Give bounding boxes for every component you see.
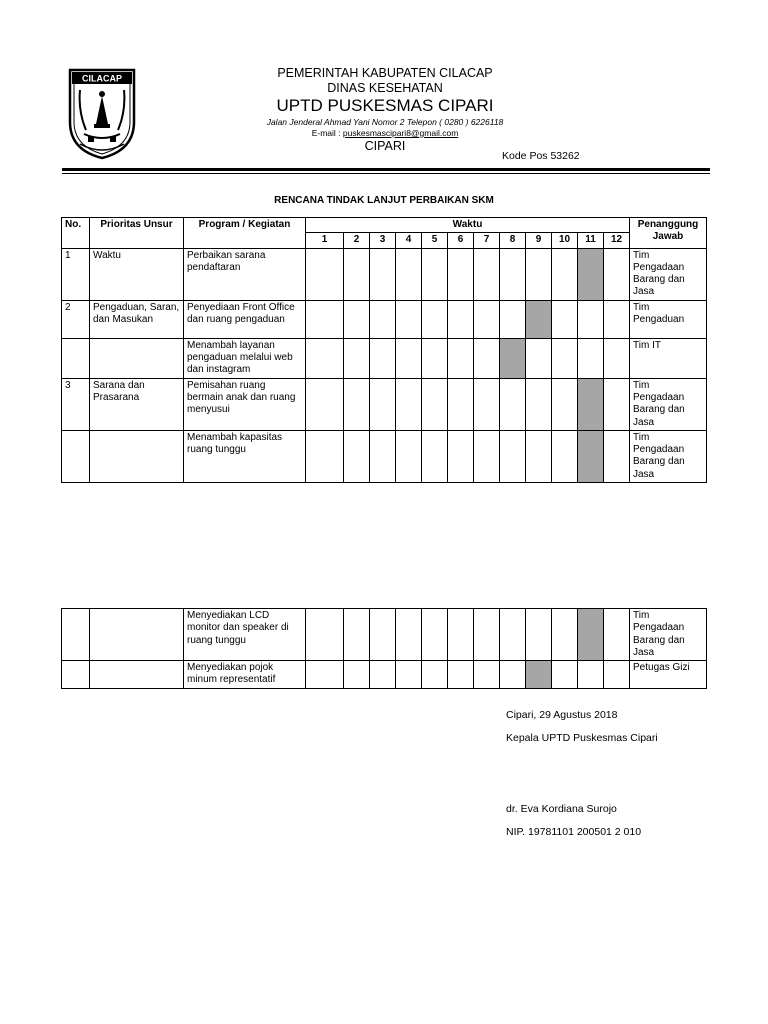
cell-no — [62, 430, 90, 482]
schedule-cell — [604, 338, 630, 378]
schedule-cell — [604, 378, 630, 430]
schedule-cell — [448, 338, 474, 378]
schedule-cell — [500, 661, 526, 689]
schedule-cell — [306, 300, 344, 338]
table-row — [62, 338, 707, 378]
schedule-cell — [370, 661, 396, 689]
cell-penanggung-jawab: Tim Pengadaan Barang dan Jasa — [630, 609, 707, 661]
cell-prioritas — [90, 609, 184, 661]
header-program: Program / Kegiatan — [184, 218, 306, 249]
table-body — [62, 248, 707, 482]
table-row — [62, 378, 707, 430]
schedule-cell — [370, 338, 396, 378]
month-header-2: 2 — [344, 233, 370, 248]
action-plan-table-continued — [61, 608, 707, 689]
schedule-cell — [306, 609, 344, 661]
city-line: CIPARI — [364, 139, 406, 153]
header-penanggung-jawab: Penanggung Jawab — [630, 218, 707, 249]
schedule-cell-active — [578, 430, 604, 482]
email-line — [180, 128, 590, 139]
letterhead — [180, 66, 590, 154]
schedule-cell — [604, 248, 630, 300]
table-row — [62, 661, 707, 689]
schedule-cell-active — [578, 609, 604, 661]
cell-no — [62, 338, 90, 378]
document-title: RENCANA TINDAK LANJUT PERBAIKAN SKM — [274, 195, 494, 206]
schedule-cell — [396, 338, 422, 378]
schedule-cell — [552, 430, 578, 482]
schedule-cell — [344, 430, 370, 482]
schedule-cell — [370, 378, 396, 430]
cell-prioritas — [90, 338, 184, 378]
schedule-cell — [552, 609, 578, 661]
email-label: E-mail : — [311, 128, 343, 138]
action-plan-table — [61, 217, 707, 483]
schedule-cell — [306, 248, 344, 300]
schedule-cell — [526, 430, 552, 482]
schedule-cell — [448, 430, 474, 482]
cell-program: Perbaikan sarana pendaftaran — [184, 248, 306, 300]
schedule-cell — [370, 609, 396, 661]
schedule-cell — [474, 300, 500, 338]
cell-penanggung-jawab: Tim Pengadaan Barang dan Jasa — [630, 378, 707, 430]
schedule-cell — [604, 300, 630, 338]
postal-code: Kode Pos 53262 — [502, 150, 580, 162]
logo-text: CILACAP — [82, 73, 122, 84]
schedule-cell — [500, 609, 526, 661]
schedule-cell — [422, 609, 448, 661]
place-date: Cipari, 29 Agustus 2018 — [506, 709, 618, 721]
month-header-3: 3 — [370, 233, 396, 248]
cell-penanggung-jawab: Petugas Gizi — [630, 661, 707, 689]
schedule-cell — [474, 430, 500, 482]
month-header-9: 9 — [526, 233, 552, 248]
schedule-cell — [474, 378, 500, 430]
month-header-6: 6 — [448, 233, 474, 248]
schedule-cell — [306, 661, 344, 689]
schedule-cell — [526, 378, 552, 430]
schedule-cell — [370, 248, 396, 300]
schedule-cell — [552, 661, 578, 689]
schedule-cell — [500, 300, 526, 338]
schedule-cell — [396, 378, 422, 430]
schedule-cell — [448, 378, 474, 430]
cell-prioritas — [90, 430, 184, 482]
schedule-cell — [526, 248, 552, 300]
address-line: Jalan Jenderal Ahmad Yani Nomor 2 Telepon ( 0280 ) 6226118 — [266, 117, 504, 127]
schedule-cell — [552, 338, 578, 378]
header-waktu: Waktu — [306, 218, 630, 233]
cell-program: Menyediakan pojok minum representatif — [184, 661, 306, 689]
cell-penanggung-jawab: Tim Pengadaan Barang dan Jasa — [630, 430, 707, 482]
cell-prioritas: Sarana dan Prasarana — [90, 378, 184, 430]
schedule-cell — [474, 609, 500, 661]
cell-program: Penyediaan Front Office dan ruang pengaduan — [184, 300, 306, 338]
schedule-cell — [578, 300, 604, 338]
schedule-cell — [578, 338, 604, 378]
signer-name: dr. Eva Kordiana Surojo — [506, 803, 617, 815]
schedule-cell — [422, 248, 448, 300]
cell-prioritas: Waktu — [90, 248, 184, 300]
schedule-cell — [370, 430, 396, 482]
schedule-cell — [344, 300, 370, 338]
cell-no: 2 — [62, 300, 90, 338]
cell-program: Menambah kapasitas ruang tunggu — [184, 430, 306, 482]
header-rule-thin — [62, 173, 710, 174]
schedule-cell — [474, 338, 500, 378]
schedule-cell — [474, 248, 500, 300]
schedule-cell — [448, 609, 474, 661]
header-rule — [62, 168, 710, 171]
schedule-cell — [306, 430, 344, 482]
schedule-cell — [474, 661, 500, 689]
schedule-cell — [422, 430, 448, 482]
schedule-cell — [604, 661, 630, 689]
schedule-cell — [526, 338, 552, 378]
month-header-5: 5 — [422, 233, 448, 248]
schedule-cell — [422, 378, 448, 430]
schedule-cell — [422, 661, 448, 689]
agency-line: DINAS KESEHATAN — [327, 81, 443, 95]
schedule-cell — [604, 609, 630, 661]
schedule-cell — [396, 300, 422, 338]
schedule-cell — [552, 300, 578, 338]
table-row — [62, 248, 707, 300]
cell-program: Menyediakan LCD monitor dan speaker di ruang tunggu — [184, 609, 306, 661]
schedule-cell — [604, 430, 630, 482]
schedule-cell — [306, 338, 344, 378]
cell-prioritas — [90, 661, 184, 689]
cell-program: Pemisahan ruang bermain anak dan ruang menyusui — [184, 378, 306, 430]
month-header-1: 1 — [306, 233, 344, 248]
cell-no — [62, 661, 90, 689]
schedule-cell — [396, 609, 422, 661]
schedule-cell — [344, 609, 370, 661]
schedule-cell — [344, 338, 370, 378]
gov-line: PEMERINTAH KABUPATEN CILACAP — [277, 66, 493, 80]
schedule-cell — [396, 248, 422, 300]
schedule-cell — [396, 661, 422, 689]
schedule-cell-active — [526, 300, 552, 338]
header-prioritas: Prioritas Unsur — [90, 218, 184, 249]
institution-name: UPTD PUSKESMAS CIPARI — [276, 96, 494, 115]
schedule-cell-active — [578, 378, 604, 430]
schedule-cell — [448, 248, 474, 300]
schedule-cell — [370, 300, 396, 338]
schedule-cell — [500, 248, 526, 300]
schedule-cell — [396, 430, 422, 482]
month-header-8: 8 — [500, 233, 526, 248]
cell-no: 3 — [62, 378, 90, 430]
schedule-cell-active — [578, 248, 604, 300]
month-header-4: 4 — [396, 233, 422, 248]
schedule-cell — [552, 378, 578, 430]
schedule-cell — [344, 661, 370, 689]
month-header-10: 10 — [552, 233, 578, 248]
header-no: No. — [62, 218, 90, 249]
month-header-12: 12 — [604, 233, 630, 248]
table-row — [62, 300, 707, 338]
signer-position: Kepala UPTD Puskesmas Cipari — [506, 732, 658, 744]
month-header-7: 7 — [474, 233, 500, 248]
table-row — [62, 430, 707, 482]
schedule-cell — [552, 248, 578, 300]
cell-penanggung-jawab: Tim IT — [630, 338, 707, 378]
schedule-cell — [422, 300, 448, 338]
cell-prioritas: Pengaduan, Saran, dan Masukan — [90, 300, 184, 338]
schedule-cell — [344, 248, 370, 300]
cell-penanggung-jawab: Tim Pengaduan — [630, 300, 707, 338]
schedule-cell — [448, 300, 474, 338]
email-link[interactable]: puskesmascipari8@gmail.com — [342, 128, 459, 138]
schedule-cell — [500, 430, 526, 482]
schedule-cell — [526, 609, 552, 661]
schedule-cell — [344, 378, 370, 430]
cell-no: 1 — [62, 248, 90, 300]
table-row — [62, 609, 707, 661]
table-body-continued — [62, 609, 707, 689]
schedule-cell-active — [500, 338, 526, 378]
schedule-cell — [306, 378, 344, 430]
schedule-cell — [448, 661, 474, 689]
schedule-cell — [578, 661, 604, 689]
schedule-cell-active — [526, 661, 552, 689]
schedule-cell — [500, 378, 526, 430]
schedule-cell — [422, 338, 448, 378]
cell-program: Menambah layanan pengaduan melalui web dan instagram — [184, 338, 306, 378]
month-header-11: 11 — [578, 233, 604, 248]
cilacap-logo — [64, 66, 140, 162]
cell-penanggung-jawab: Tim Pengadaan Barang dan Jasa — [630, 248, 707, 300]
cell-no — [62, 609, 90, 661]
signer-nip: NIP. 19781101 200501 2 010 — [506, 826, 642, 838]
